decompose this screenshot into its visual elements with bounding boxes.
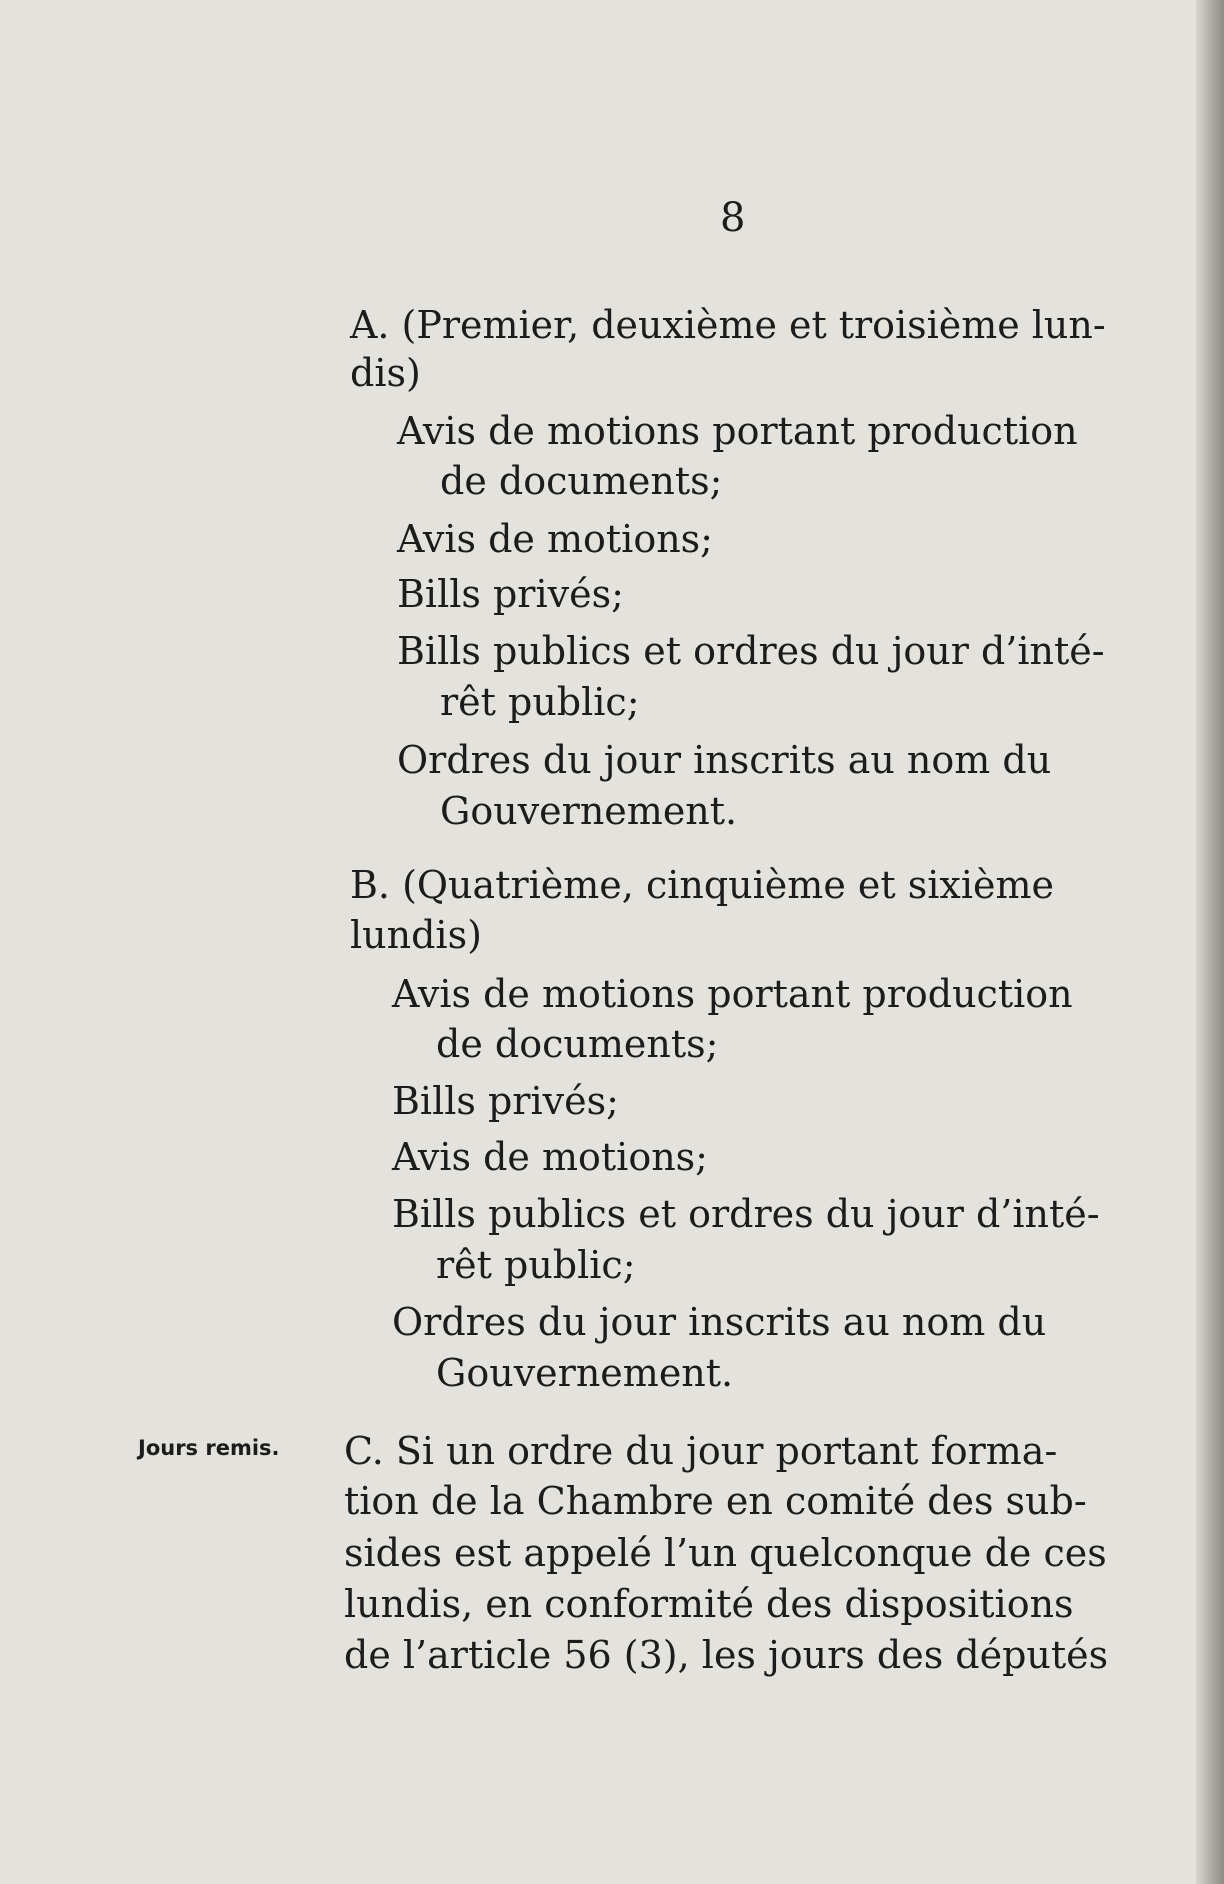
section-b-heading: B. (Quatrième, cinquième et sixième [350,863,1054,907]
section-b-item: Avis de motions portant production [392,972,1073,1016]
margin-note: Jours remis. [138,1436,280,1460]
section-c-line: sides est appelé l’un quelconque de ces [344,1531,1107,1575]
section-a-heading: A. (Premier, deuxième et troisième lun- [350,303,1106,347]
section-a-item: Bills publics et ordres du jour d’inté- [397,629,1105,673]
section-b-item: de documents; [436,1022,719,1066]
section-b-item: Bills publics et ordres du jour d’inté- [392,1192,1100,1236]
section-a-item: Gouvernement. [440,789,738,833]
section-a-item: Ordres du jour inscrits au nom du [397,738,1052,782]
book-spine [1196,0,1224,1884]
section-b-item: Ordres du jour inscrits au nom du [392,1300,1047,1344]
section-b-item: Avis de motions; [392,1135,708,1179]
page-number: 8 [720,195,746,241]
section-a-item: Avis de motions portant production [397,409,1078,453]
section-c-line: de l’article 56 (3), les jours des députés [344,1633,1109,1677]
section-b-item: Bills privés; [392,1079,619,1123]
section-c-line: tion de la Chambre en comité des sub- [344,1479,1087,1523]
section-b-heading-cont: lundis) [350,913,482,957]
section-b-item: rêt public; [436,1243,636,1287]
section-c-line: C. Si un ordre du jour portant forma- [344,1429,1058,1473]
section-a-item: rêt public; [440,680,640,724]
section-a-item: Avis de motions; [397,517,713,561]
section-a-item: de documents; [440,459,723,503]
section-a-heading-cont: dis) [350,351,421,395]
section-b-item: Gouvernement. [436,1351,734,1395]
section-c-line: lundis, en conformité des dispositions [344,1582,1074,1626]
section-a-item: Bills privés; [397,572,624,616]
